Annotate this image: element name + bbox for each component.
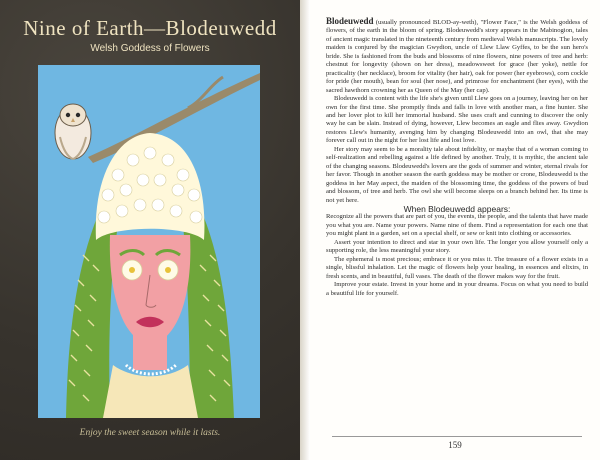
paragraph: Improve your estate. Invest in your home and in your dreams. Focus on what you need to build a beautiful life for yourself. [326,281,588,297]
paragraph: Blodeuwedd is content with the life she's given until Llew goes on a journey, leaving her on her own for the first time. She promptly finds and falls in love with another man, a fine hunter. She and her lover plot to kill her immortal husband. She uses craft and cunning to discover the only way he can be slain. Instead of dying, however, Llew becomes an eagle and flies away. Gwydion restores Llew's humanity, avenging him by changing Blodeuwedd into an owl, that she may forever call out in the night for her lost life and lost love. [326,95,588,145]
blodeuwedd-artwork [38,65,260,418]
card-subtitle: Welsh Goddess of Flowers [90,43,210,54]
paragraph: The ephemeral is most precious; embrace it or you miss it. The treasure of a flower exists in a single, blissful inhalation. Let the magic of flowers help your healing, in essences and elixirs, in fresh scents, and in beautiful, full vases. The death of the flower makes way for the fruit. [326,255,588,280]
book-gutter [300,0,310,460]
paragraph: Recognize all the powers that are part of you, the events, the people, and the talents that have made you what you are. Name your powers. Name nine of them. Find a representation for each one that you might plant in a garden, set on a special shelf, or sew or knit into clothing or accessories. [326,213,588,238]
paragraph: Her story may seem to be a morality tale about infidelity, or maybe that of a woman coming to self-realization and rebelling against a life defined by another. Truly, it is mythic, the ancient tale of the changing seasons. Blodeuwedd's lovers are the gods of summer and winter, eternal rivals for her favor. Though in another season the earth goddess may be mother or crone, Blodeuwedd is the goddess in her May aspect, the maiden of the blossoming time, the goddess of the powers of bud and blossom, of tree and herb. The owl she will become sleeps on a branch behind her. Its time is not yet here. [326,145,588,204]
card-caption: Enjoy the sweet season while it lasts. [79,428,221,438]
right-page [310,0,600,460]
section-heading: When Blodeuwedd appears: [403,203,511,214]
owl-icon [55,104,91,159]
eye-left [122,260,142,280]
body-text [326,17,588,298]
page-number: 159 [448,440,462,450]
eye-right [158,260,178,280]
paragraph: Assert your intention to direct and star in your own life. The longer you allow yourself only a supporting role, the less meaningful your story. [326,238,588,255]
card-title: Nine of Earth—Blodeuwedd [23,16,277,40]
paragraph-intro: Blodeuwedd (usually pronounced BLOD-ay-weth), "Flower Face," is the Welsh goddess of flowers, of the earth in the bloom of spring. Blodeuwedd's story appears in the Mabinogion, tales of ancient magic translated in the nineteenth century from medieval Welsh manuscripts. The lovely maiden is conjured by the magician Gwydion, uncle of Llew Llaw Gyffes, to be the sun hero's bride. She is fashioned from the buds and blossoms of nine flowers, nine powers of tree and herb: chestnut for longevity (shown on her dress), meadowsweet for grace (her yoke), nettle for practicality (her necklace), broom for vitality (her hair), oak for power (her eyebrows), corn cockle for pride (her mouth), bean for soul (her nose), and primrose for enchantment (her eyes), with the sacred hawthorn crowning her as Queen of the May (her cap). [326,16,588,94]
footer-rule [332,436,582,437]
card-illustration [38,65,260,418]
intro-name: Blodeuwedd [326,16,374,26]
